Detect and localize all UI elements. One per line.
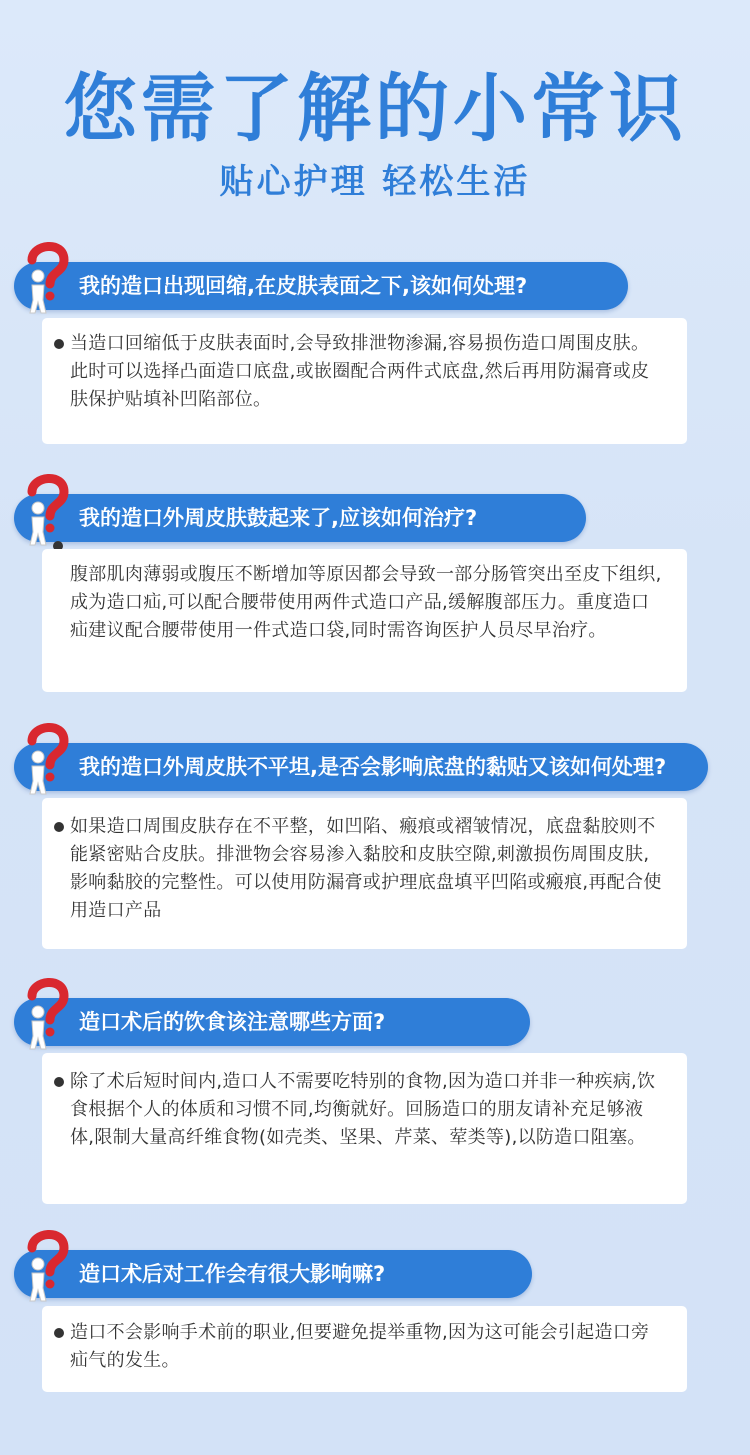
question-mark-person-icon: [26, 719, 70, 795]
question-mark-person-icon: [26, 1226, 70, 1302]
question-text: 造口术后对工作会有很大影响嘛?: [79, 1262, 386, 1286]
question-text: 我的造口外周皮肤不平坦,是否会影响底盘的黏贴又该如何处理?: [79, 755, 667, 779]
answer-card: [42, 1306, 687, 1392]
answer-text: 如果造口周围皮肤存在不平整，如凹陷、瘢痕或褶皱情况，底盘黏胶则不能紧密贴合皮肤。排泄物会容易渗入黏胶和皮肤空隙,刺激损伤周围皮肤,影响黏胶的完整性。可以使用防漏膏或护理底盘填平凹陷或瘢痕,再配合使用造口产品: [70, 816, 662, 921]
question-mark-person-icon: [26, 238, 70, 314]
question-pill: [14, 1250, 532, 1298]
question-mark-person-icon: [26, 974, 70, 1050]
question-text: 我的造口外周皮肤鼓起来了,应该如何治疗?: [79, 506, 478, 530]
question-pill: [14, 262, 628, 310]
answer-text: 当造口回缩低于皮肤表面时,会导致排泄物渗漏,容易损伤造口周围皮肤。此时可以选择凸面造口底盘,或嵌圈配合两件式底盘,然后再用防漏膏或皮肤保护贴填补凹陷部位。: [70, 333, 650, 410]
question-text: 造口术后的饮食该注意哪些方面?: [79, 1010, 386, 1034]
bullet-dot: [54, 822, 64, 832]
answer-card: [42, 798, 687, 949]
page-title: 您需了解的小常识: [63, 66, 687, 152]
answer-text: 腹部肌肉薄弱或腹压不断增加等原因都会导致一部分肠管突出至皮下组织,成为造口疝,可以配合腰带使用两件式造口产品,缓解腹部压力。重度造口疝建议配合腰带使用一件式造口袋,同时需咨询医护人员尽早治疗。: [70, 564, 662, 641]
answer-card: [42, 1053, 687, 1204]
bullet-dot: [54, 1077, 64, 1087]
bullet-dot: [54, 339, 64, 349]
answer-card: [42, 549, 687, 692]
question-pill: [14, 494, 586, 542]
page-subtitle: 贴心护理 轻松生活: [219, 162, 531, 202]
answer-text: 除了术后短时间内,造口人不需要吃特别的食物,因为造口并非一种疾病,饮食根据个人的体质和习惯不同,均衡就好。回肠造口的朋友请补充足够液体,限制大量高纤维食物(如壳类、坚果、芹菜、荤类等),以防造口阻塞。: [70, 1071, 656, 1148]
answer-card: [42, 318, 687, 444]
question-text: 我的造口出现回缩,在皮肤表面之下,该如何处理?: [79, 274, 528, 298]
question-pill: [14, 743, 708, 791]
answer-text: 造口不会影响手术前的职业,但要避免提举重物,因为这可能会引起造口旁疝气的发生。: [70, 1322, 650, 1371]
question-mark-person-icon: [26, 470, 70, 546]
bullet-dot: [54, 1328, 64, 1338]
question-pill: [14, 998, 530, 1046]
